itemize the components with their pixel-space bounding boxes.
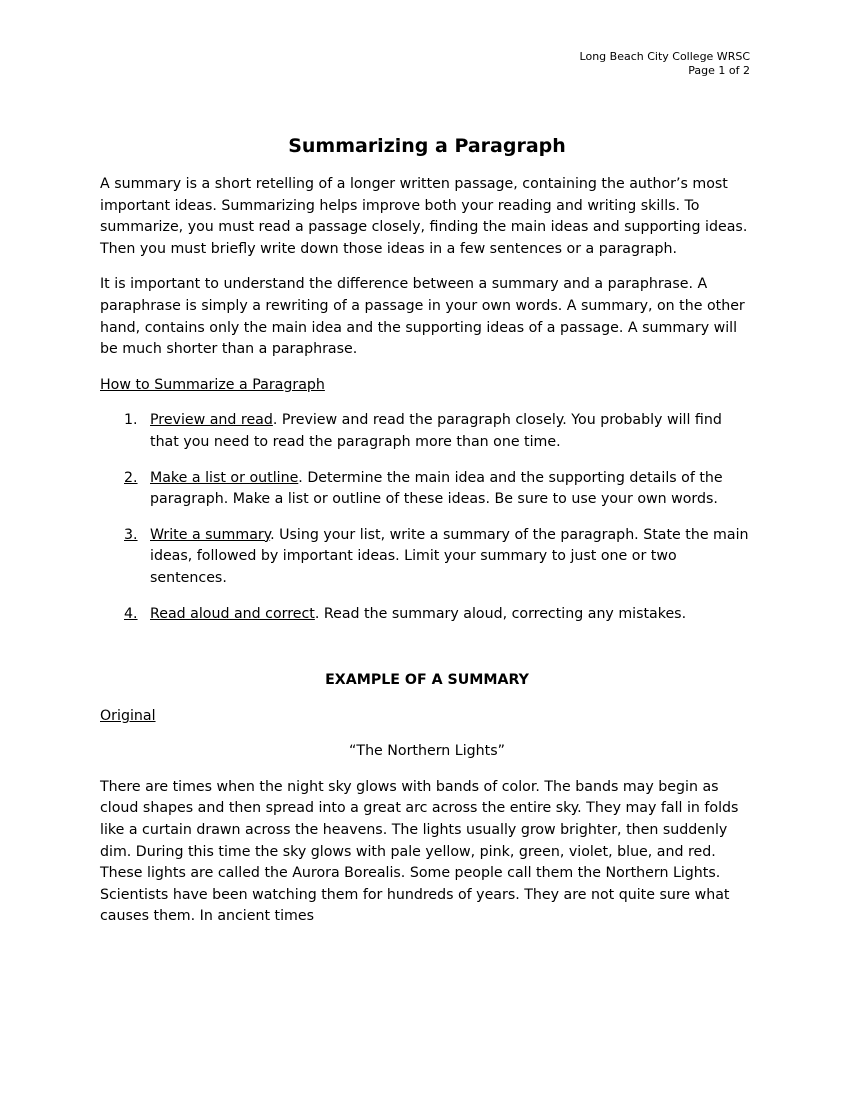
header-page-number: Page 1 of 2 bbox=[688, 64, 750, 77]
document-body bbox=[100, 134, 754, 942]
step-number: 2. bbox=[124, 469, 138, 486]
step-label: Make a list or outline bbox=[150, 469, 299, 486]
step-text: . Read the summary aloud, correcting any mistakes. bbox=[314, 605, 687, 622]
story-title: “The Northern Lights” bbox=[349, 743, 505, 760]
example-heading: EXAMPLE OF A SUMMARY bbox=[325, 672, 529, 689]
step-label: Preview and read bbox=[150, 412, 273, 429]
page-header bbox=[580, 50, 750, 78]
step-text: . Determine the main idea and the supporting details of the paragraph. Make a list or outline of these ideas. Be sure to use your own words. bbox=[150, 469, 723, 508]
step-text: . Using your list, write a summary of the paragraph. State the main ideas, followed by important ideas. Limit your summary to just one or two sentences. bbox=[150, 526, 749, 586]
step-label: Read aloud and correct bbox=[150, 605, 315, 622]
list-item bbox=[100, 468, 754, 511]
list-item bbox=[100, 604, 754, 626]
original-label: Original bbox=[100, 707, 156, 724]
step-number: 3. bbox=[124, 526, 138, 543]
difference-paragraph: It is important to understand the difference between a summary and a paraphrase. A paraphrase is simply a rewriting of a passage in your own words. A summary, on the other hand, contains only the main idea and the supporting ideas of a passage. A summary will be much shorter than a paraphrase. bbox=[100, 276, 745, 358]
page-title: Summarizing a Paragraph bbox=[288, 135, 566, 157]
how-to-heading: How to Summarize a Paragraph bbox=[100, 376, 325, 393]
step-number: 1. bbox=[124, 412, 138, 429]
intro-paragraph: A summary is a short retelling of a longer written passage, containing the author’s most important ideas. Summarizing helps improve both your reading and writing skills. To summarize, you must read a passage closely, finding the main ideas and supporting ideas. Then you must briefly write down those ideas in a few sentences or a paragraph. bbox=[100, 176, 748, 257]
list-item bbox=[100, 410, 754, 453]
story-paragraph: There are times when the night sky glows with bands of color. The bands may begin as cloud shapes and then spread into a great arc across the entire sky. They may fall in folds like a curtain drawn across the heavens. The lights usually grow brighter, then suddenly dim. During this time the sky glows with pale yellow, pink, green, violet, blue, and red. These lights are called the Aurora Borealis. Some people call them the Northern Lights. Scientists have been watching them for hundreds of years. They are not quite sure what causes them. In ancient times bbox=[100, 778, 739, 925]
header-institution: Long Beach City College WRSC bbox=[579, 50, 750, 63]
step-number: 4. bbox=[124, 605, 138, 622]
steps-list bbox=[100, 410, 754, 625]
list-item bbox=[100, 525, 754, 590]
step-text: . Preview and read the paragraph closely. You probably will find that you need to read the paragraph more than one time. bbox=[150, 412, 722, 450]
step-label: Write a summary bbox=[150, 526, 271, 543]
